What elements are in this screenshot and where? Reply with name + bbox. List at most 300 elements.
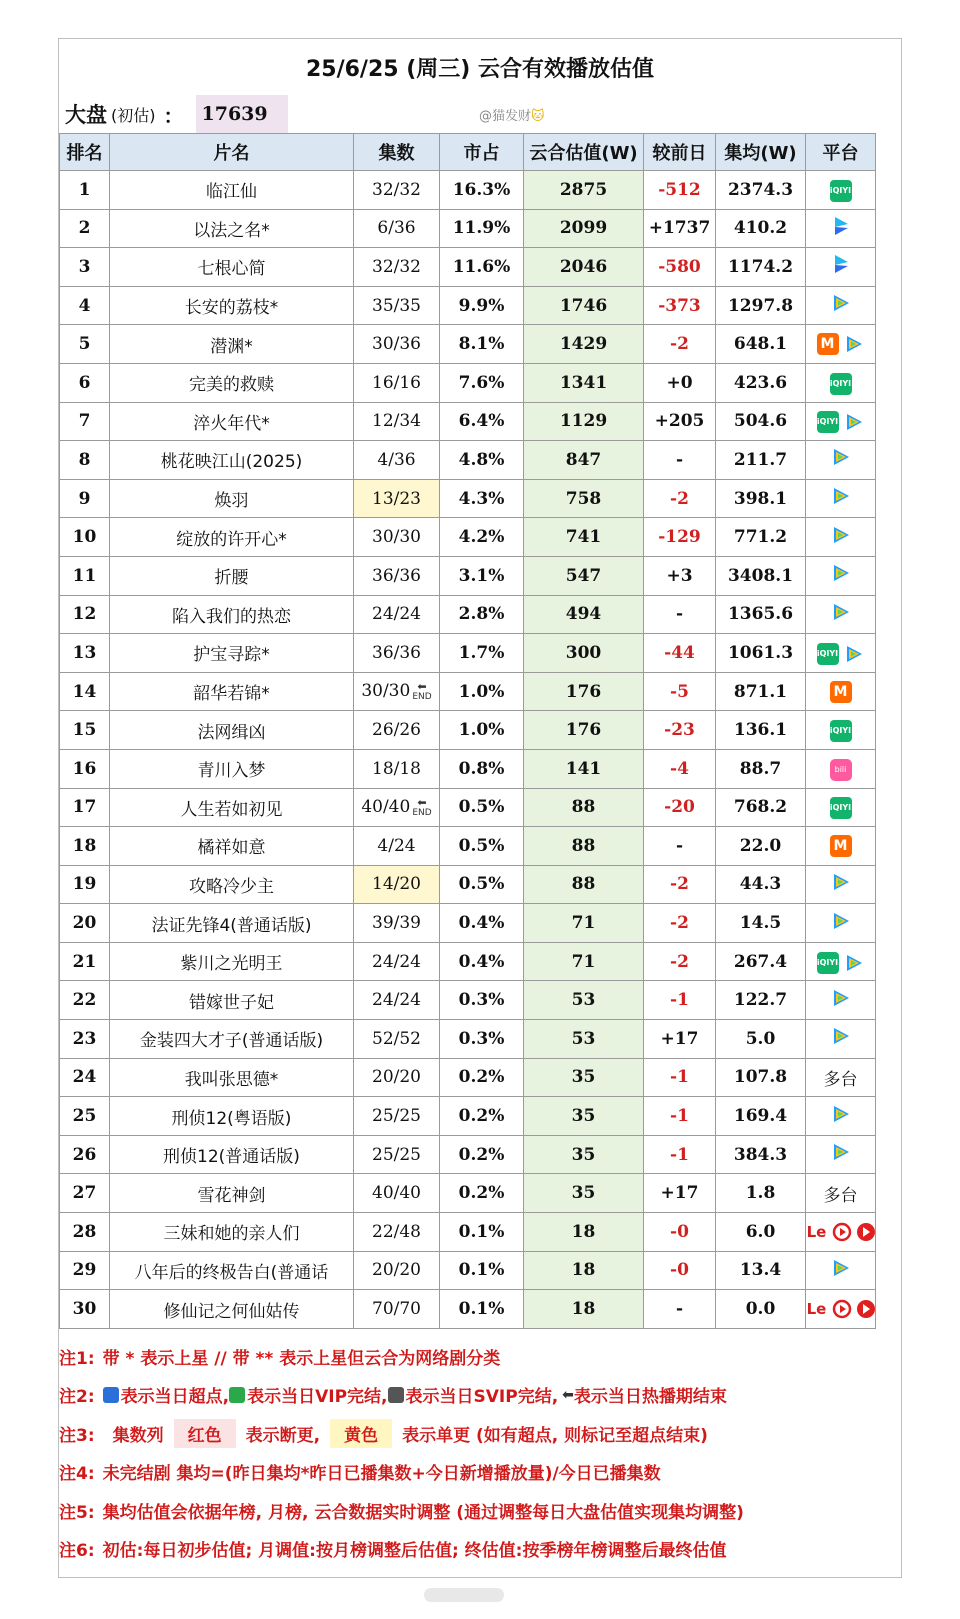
value-cell: 53	[524, 981, 644, 1020]
platform-icons	[830, 485, 852, 507]
value-cell: 847	[524, 441, 644, 480]
share-cell: 0.2%	[440, 1135, 524, 1174]
episodes-cell	[354, 711, 440, 750]
episodes-value: 30/30	[361, 681, 411, 702]
title-cell: 完美的救赎	[110, 363, 354, 402]
episodes-value: 52/52	[372, 1028, 421, 1049]
episodes-cell	[354, 634, 440, 673]
platform-cell	[806, 286, 876, 325]
episodes-value: 40/40	[372, 1183, 421, 1204]
platform-cell	[806, 1058, 876, 1097]
diff-cell: -2	[644, 479, 716, 518]
table-row	[60, 1097, 876, 1136]
table-row	[60, 441, 876, 480]
rank-cell: 5	[60, 325, 110, 364]
episodes-cell	[354, 827, 440, 866]
rank-cell: 13	[60, 634, 110, 673]
episodes-cell	[354, 518, 440, 557]
value-cell: 300	[524, 634, 644, 673]
episodes-cell	[354, 209, 440, 248]
market-total-row	[59, 95, 901, 133]
platform-cell	[806, 1251, 876, 1290]
diff-cell: -512	[644, 171, 716, 210]
avg-cell: 136.1	[716, 711, 806, 750]
episodes-cell	[354, 479, 440, 518]
episodes-value: 32/32	[372, 256, 421, 277]
episodes-cell	[354, 363, 440, 402]
diff-cell: -2	[644, 942, 716, 981]
share-cell: 0.2%	[440, 1097, 524, 1136]
episodes-value: 12/34	[372, 411, 421, 432]
episodes-cell	[354, 1097, 440, 1136]
tencent-video-icon	[830, 910, 852, 932]
platform-icons	[830, 524, 852, 546]
diff-cell: -	[644, 827, 716, 866]
share-cell: 4.3%	[440, 479, 524, 518]
share-cell: 2.8%	[440, 595, 524, 634]
end-arrow-icon: ⬅ END	[412, 795, 432, 818]
platform-icons	[830, 1257, 852, 1279]
table-row	[60, 1174, 876, 1213]
platform-cell	[806, 595, 876, 634]
value-cell: 18	[524, 1290, 644, 1329]
episodes-value: 32/32	[372, 179, 421, 200]
platform-icons	[807, 1298, 875, 1320]
episodes-value: 14/20	[372, 874, 421, 895]
mgtv-icon: M	[830, 835, 852, 857]
avg-cell: 871.1	[716, 672, 806, 711]
table-row	[60, 672, 876, 711]
rank-cell: 19	[60, 865, 110, 904]
platform-icons	[830, 1141, 852, 1163]
avg-cell: 14.5	[716, 904, 806, 943]
yellow-chip: 黄色	[330, 1419, 392, 1448]
platform-icons	[817, 411, 865, 433]
iqiyi-icon: iQIYI	[830, 180, 852, 202]
platform-cell	[806, 171, 876, 210]
value-cell: 88	[524, 788, 644, 827]
value-cell: 2046	[524, 248, 644, 287]
tencent-video-icon	[830, 562, 852, 584]
platform-icons	[830, 871, 852, 893]
rank-cell: 23	[60, 1020, 110, 1059]
table-row	[60, 1290, 876, 1329]
diff-cell: -580	[644, 248, 716, 287]
rank-cell: 26	[60, 1135, 110, 1174]
platform-cell	[806, 1174, 876, 1213]
table-row	[60, 1020, 876, 1059]
avg-cell: 410.2	[716, 209, 806, 248]
title-cell: 桃花映江山(2025)	[110, 441, 354, 480]
avg-cell: 6.0	[716, 1213, 806, 1252]
tencent-video-icon	[830, 446, 852, 468]
avg-cell: 107.8	[716, 1058, 806, 1097]
rank-cell: 6	[60, 363, 110, 402]
diff-cell: -2	[644, 865, 716, 904]
table-row	[60, 518, 876, 557]
end-arrow-icon: ⬅ END	[412, 679, 432, 702]
table-row	[60, 1251, 876, 1290]
episodes-cell	[354, 1213, 440, 1252]
title-cell: 我叫张思德*	[110, 1058, 354, 1097]
rank-cell: 8	[60, 441, 110, 480]
letv-icon: Le	[806, 1222, 827, 1241]
avg-cell: 2374.3	[716, 171, 806, 210]
platform-icons	[830, 759, 852, 781]
header-episodes: 集数	[354, 134, 440, 171]
page-title: 25/6/25 (周三) 云合有效播放估值	[305, 56, 655, 82]
diff-cell: -1	[644, 1097, 716, 1136]
mgtv-icon: M	[830, 681, 852, 703]
episodes-value: 24/24	[372, 990, 421, 1011]
value-cell: 758	[524, 479, 644, 518]
rank-cell: 4	[60, 286, 110, 325]
title-cell: 橘祥如意	[110, 827, 354, 866]
table-row	[60, 1213, 876, 1252]
diff-cell: +3	[644, 556, 716, 595]
value-cell: 88	[524, 827, 644, 866]
episodes-cell	[354, 1174, 440, 1213]
title-cell: 潜渊*	[110, 325, 354, 364]
value-cell: 71	[524, 904, 644, 943]
avg-cell: 267.4	[716, 942, 806, 981]
value-cell: 141	[524, 749, 644, 788]
table-row	[60, 788, 876, 827]
episodes-value: 16/16	[372, 372, 421, 393]
share-cell: 0.4%	[440, 904, 524, 943]
table-row	[60, 865, 876, 904]
platform-cell	[806, 827, 876, 866]
episodes-cell	[354, 1058, 440, 1097]
value-cell: 35	[524, 1097, 644, 1136]
platform-cell	[806, 749, 876, 788]
diff-cell: -1	[644, 1135, 716, 1174]
share-cell: 0.2%	[440, 1058, 524, 1097]
tencent-video-icon	[843, 952, 865, 974]
diff-cell: +0	[644, 363, 716, 402]
table-row	[60, 942, 876, 981]
episodes-cell	[354, 749, 440, 788]
market-total-sub: (初估)	[111, 105, 156, 125]
mgtv-icon: M	[817, 333, 839, 355]
table-row	[60, 171, 876, 210]
rank-cell: 14	[60, 672, 110, 711]
youku-icon	[830, 215, 852, 237]
title-cell: 护宝寻踪*	[110, 634, 354, 673]
title-cell: 青川入梦	[110, 749, 354, 788]
share-cell: 1.0%	[440, 672, 524, 711]
episodes-value: 70/70	[372, 1299, 421, 1320]
note-1: 注1: 带 * 表示上星 // 带 ** 表示上星但云合为网络剧分类	[59, 1348, 501, 1369]
table-row	[60, 981, 876, 1020]
iqiyi-icon: iQIYI	[830, 797, 852, 819]
header-platform: 平台	[806, 134, 876, 171]
table-row	[60, 711, 876, 750]
value-cell: 176	[524, 711, 644, 750]
rank-cell: 17	[60, 788, 110, 827]
episodes-cell	[354, 672, 440, 711]
title-cell: 八年后的终极告白(普通话	[110, 1251, 354, 1290]
scroll-indicator[interactable]	[424, 1588, 504, 1602]
value-cell: 741	[524, 518, 644, 557]
episodes-cell	[354, 286, 440, 325]
platform-icons	[830, 601, 852, 623]
share-cell: 1.7%	[440, 634, 524, 673]
platform-cell	[806, 981, 876, 1020]
ranking-table	[59, 133, 876, 1329]
platform-cell	[806, 441, 876, 480]
episodes-value: 22/48	[372, 1221, 421, 1242]
platform-cell	[806, 865, 876, 904]
episodes-value: 30/30	[372, 527, 421, 548]
market-total-value: 17639	[196, 95, 288, 133]
diff-cell: +205	[644, 402, 716, 441]
diff-cell: +17	[644, 1020, 716, 1059]
episodes-cell	[354, 402, 440, 441]
title-cell: 人生若如初见	[110, 788, 354, 827]
platform-cell	[806, 479, 876, 518]
avg-cell: 88.7	[716, 749, 806, 788]
value-cell: 176	[524, 672, 644, 711]
share-cell: 0.5%	[440, 865, 524, 904]
avg-cell: 768.2	[716, 788, 806, 827]
rank-cell: 3	[60, 248, 110, 287]
bilibili-icon: bili	[830, 759, 852, 781]
platform-multi-label: 多台	[823, 1069, 858, 1090]
platform-icons	[830, 446, 852, 468]
title-cell: 长安的荔枝*	[110, 286, 354, 325]
rank-cell: 29	[60, 1251, 110, 1290]
fast-forward-icon	[103, 1387, 119, 1403]
market-total-label: 大盘	[65, 103, 107, 127]
episodes-cell	[354, 981, 440, 1020]
value-cell: 1429	[524, 325, 644, 364]
iqiyi-icon: iQIYI	[817, 952, 839, 974]
diff-cell: -2	[644, 904, 716, 943]
title-cell: 临江仙	[110, 171, 354, 210]
table-header-row	[60, 134, 876, 171]
platform-icons	[830, 681, 852, 703]
table-row	[60, 1135, 876, 1174]
episodes-cell	[354, 904, 440, 943]
notes	[59, 1329, 901, 1568]
header-rank: 排名	[60, 134, 110, 171]
rank-cell: 10	[60, 518, 110, 557]
platform-cell	[806, 1097, 876, 1136]
platform-cell	[806, 248, 876, 287]
share-cell: 0.1%	[440, 1251, 524, 1290]
end-arrow-icon: ⬅	[562, 1386, 574, 1403]
platform-icons	[830, 562, 852, 584]
title-cell: 陷入我们的热恋	[110, 595, 354, 634]
episodes-cell	[354, 1251, 440, 1290]
episodes-value: 36/36	[372, 565, 421, 586]
title-cell: 绽放的许开心*	[110, 518, 354, 557]
platform-cell	[806, 363, 876, 402]
platform-cell	[806, 634, 876, 673]
episodes-value: 24/24	[372, 604, 421, 625]
diff-cell: -23	[644, 711, 716, 750]
tencent-video-icon	[843, 643, 865, 665]
tencent-video-icon	[830, 1103, 852, 1125]
platform-icons	[830, 215, 852, 237]
iqiyi-icon: iQIYI	[817, 411, 839, 433]
tencent-video-icon	[830, 1025, 852, 1047]
episodes-cell	[354, 248, 440, 287]
title-cell: 以法之名*	[110, 209, 354, 248]
rank-cell: 20	[60, 904, 110, 943]
note-2: 注2: 表示当日超点, 表示当日VIP完结, 表示当日SVIP完结, ⬅ 表示当日热播期结束	[59, 1386, 727, 1408]
avg-cell: 122.7	[716, 981, 806, 1020]
rank-cell: 16	[60, 749, 110, 788]
value-cell: 1746	[524, 286, 644, 325]
episodes-value: 4/36	[377, 449, 416, 470]
title-cell: 错嫁世子妃	[110, 981, 354, 1020]
share-cell: 11.6%	[440, 248, 524, 287]
avg-cell: 5.0	[716, 1020, 806, 1059]
episodes-cell	[354, 788, 440, 827]
platform-cell	[806, 1135, 876, 1174]
platform-cell	[806, 1213, 876, 1252]
share-cell: 0.1%	[440, 1290, 524, 1329]
platform-icons	[830, 720, 852, 742]
diff-cell: -44	[644, 634, 716, 673]
title-cell: 三妹和她的亲人们	[110, 1213, 354, 1252]
share-cell: 1.0%	[440, 711, 524, 750]
iqiyi-icon: iQIYI	[830, 373, 852, 395]
tencent-video-icon	[830, 1257, 852, 1279]
tencent-video-icon	[830, 292, 852, 314]
avg-cell: 1297.8	[716, 286, 806, 325]
title-cell: 雪花神剑	[110, 1174, 354, 1213]
platform-icons	[817, 643, 865, 665]
episodes-cell	[354, 325, 440, 364]
platform-cell	[806, 672, 876, 711]
header-name: 片名	[110, 134, 354, 171]
share-cell: 7.6%	[440, 363, 524, 402]
ranking-sheet	[58, 38, 902, 1578]
tencent-video-icon	[843, 333, 865, 355]
title-cell: 法证先锋4(普通话版)	[110, 904, 354, 943]
diff-cell: +1737	[644, 209, 716, 248]
value-cell: 18	[524, 1213, 644, 1252]
avg-cell: 0.0	[716, 1290, 806, 1329]
episodes-value: 20/20	[372, 1067, 421, 1088]
episodes-cell	[354, 865, 440, 904]
diff-cell: -2	[644, 325, 716, 364]
platform-icons	[830, 180, 852, 202]
title-cell: 紫川之光明王	[110, 942, 354, 981]
tencent-video-icon	[830, 987, 852, 1009]
episodes-cell	[354, 595, 440, 634]
platform-cell	[806, 942, 876, 981]
table-row	[60, 248, 876, 287]
diff-cell: -373	[644, 286, 716, 325]
tencent-video-icon	[843, 411, 865, 433]
table-row	[60, 209, 876, 248]
check-svip-icon	[388, 1387, 404, 1403]
avg-cell: 423.6	[716, 363, 806, 402]
value-cell: 494	[524, 595, 644, 634]
share-cell: 0.3%	[440, 1020, 524, 1059]
episodes-value: 35/35	[372, 295, 421, 316]
title-cell: 韶华若锦*	[110, 672, 354, 711]
title-cell: 刑侦12(普通话版)	[110, 1135, 354, 1174]
share-cell: 4.2%	[440, 518, 524, 557]
rank-cell: 11	[60, 556, 110, 595]
title-cell: 七根心简	[110, 248, 354, 287]
table-row	[60, 363, 876, 402]
episodes-cell	[354, 441, 440, 480]
episodes-cell	[354, 556, 440, 595]
diff-cell: -0	[644, 1251, 716, 1290]
table-row	[60, 595, 876, 634]
platform-cell	[806, 904, 876, 943]
platform-icons	[830, 253, 852, 275]
value-cell: 18	[524, 1251, 644, 1290]
tencent-video-icon	[830, 601, 852, 623]
share-cell: 9.9%	[440, 286, 524, 325]
table-row	[60, 286, 876, 325]
platform-icons	[830, 797, 852, 819]
youku-icon	[830, 253, 852, 275]
avg-cell: 44.3	[716, 865, 806, 904]
rank-cell: 25	[60, 1097, 110, 1136]
iqiyi-icon: iQIYI	[830, 720, 852, 742]
avg-cell: 398.1	[716, 479, 806, 518]
platform-cell	[806, 402, 876, 441]
avg-cell: 504.6	[716, 402, 806, 441]
share-cell: 0.4%	[440, 942, 524, 981]
diff-cell: -5	[644, 672, 716, 711]
diff-cell: -	[644, 1290, 716, 1329]
rank-cell: 7	[60, 402, 110, 441]
platform-icons	[824, 1065, 858, 1090]
share-cell: 0.3%	[440, 981, 524, 1020]
episodes-value: 26/26	[372, 720, 421, 741]
share-cell: 4.8%	[440, 441, 524, 480]
episodes-value: 25/25	[372, 1106, 421, 1127]
avg-cell: 1174.2	[716, 248, 806, 287]
value-cell: 71	[524, 942, 644, 981]
note-4: 注4: 未完结剧 集均=(昨日集均*昨日已播集数+今日新增播放量)/今日已播集数	[59, 1464, 661, 1485]
value-cell: 35	[524, 1135, 644, 1174]
episodes-value: 39/39	[372, 913, 421, 934]
title-cell: 淬火年代*	[110, 402, 354, 441]
episodes-value: 4/24	[377, 835, 416, 856]
table-row	[60, 634, 876, 673]
iqiyi-icon: iQIYI	[817, 643, 839, 665]
title-cell: 折腰	[110, 556, 354, 595]
table-row	[60, 556, 876, 595]
note-5: 注5: 集均估值会依据年榜, 月榜, 云合数据实时调整 (通过调整每日大盘估值实现集均调整)	[59, 1502, 744, 1523]
watermark: @猫发财🐱	[479, 109, 545, 124]
rank-cell: 22	[60, 981, 110, 1020]
table-row	[60, 827, 876, 866]
diff-cell: -1	[644, 981, 716, 1020]
avg-cell: 211.7	[716, 441, 806, 480]
episodes-cell	[354, 1290, 440, 1329]
share-cell: 0.1%	[440, 1213, 524, 1252]
rank-cell: 24	[60, 1058, 110, 1097]
platform-icons	[830, 835, 852, 857]
episodes-cell	[354, 1135, 440, 1174]
rank-cell: 27	[60, 1174, 110, 1213]
rank-cell: 28	[60, 1213, 110, 1252]
table-row	[60, 479, 876, 518]
note-6: 注6: 初估:每日初步估值; 月调值:按月榜调整后估值; 终估值:按季榜年榜调整后最终估值	[59, 1541, 727, 1562]
avg-cell: 771.2	[716, 518, 806, 557]
